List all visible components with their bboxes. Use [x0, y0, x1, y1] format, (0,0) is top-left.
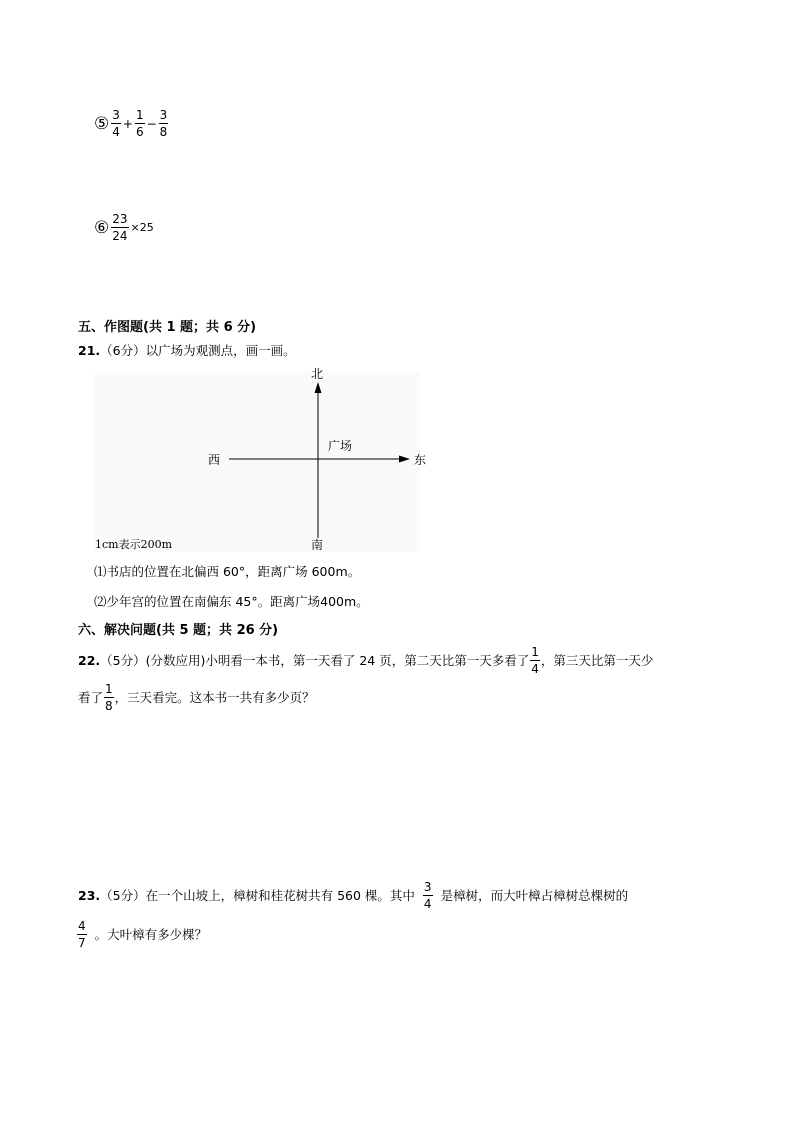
question-23-line2	[76, 919, 207, 950]
sub-question-2: ⑵少年宫的位置在南偏东 45°。距离广场400m。	[94, 594, 369, 609]
question-number: 22.	[78, 652, 101, 668]
fraction: $\frac{1}{6}$	[135, 108, 144, 139]
sub-question-1: ⑴书店的位置在北偏西 60°，距离广场 600m。	[94, 564, 361, 579]
scale-note: 1cm表示200m	[95, 538, 173, 551]
question-text: （5分）在一个山坡上，樟树和桂花树共有 560 棵。其中	[100, 887, 415, 903]
compass-diagram	[95, 362, 427, 554]
fraction: $\frac{23}{24}$	[112, 212, 128, 243]
calc-item-5	[94, 108, 169, 139]
label-north: 北	[311, 367, 324, 381]
item-marker: ⑤	[94, 113, 110, 134]
operator: +	[122, 116, 133, 131]
label-east: 东	[414, 453, 427, 467]
section-heading: 六、解决问题(共 5 题；共 26 分)	[78, 623, 279, 638]
question-text: 是樟树，而大叶樟占樟树总棵树的	[440, 887, 629, 903]
label-west: 西	[208, 453, 221, 467]
diagram-background	[95, 372, 420, 552]
question-text: ，三天看完。这本书一共有多少页？	[114, 689, 315, 705]
fraction: $\frac{1}{4}$	[531, 645, 539, 676]
label-south: 南	[311, 538, 324, 552]
item-marker: ⑥	[94, 217, 110, 238]
multiplier: ×25	[130, 221, 154, 234]
fraction: $\frac{4}{7}$	[78, 919, 86, 950]
label-plaza: 广场	[328, 439, 353, 453]
fraction: $\frac{3}{8}$	[159, 108, 168, 139]
question-text: 看了	[78, 689, 104, 705]
fraction: $\frac{1}{8}$	[105, 682, 113, 713]
fraction: $\frac{3}{4}$	[112, 108, 120, 139]
question-23	[78, 880, 628, 911]
compass-axes	[95, 362, 420, 554]
operator: −	[146, 116, 157, 131]
question-text: （5分）(分数应用)小明看一本书，第一天看了 24 页，第二天比第一天多看了	[100, 652, 530, 668]
question-text: ，第三天比第一天少	[540, 652, 654, 668]
question-number: 21.	[78, 343, 101, 358]
question-21	[78, 341, 296, 361]
question-number: 23.	[78, 887, 101, 903]
question-22	[78, 645, 653, 676]
fraction: $\frac{3}{4}$	[423, 880, 432, 911]
question-text: 。大叶樟有多少棵？	[94, 926, 208, 942]
calc-item-6	[94, 212, 155, 243]
question-text: （6分）以广场为观测点，画一画。	[100, 343, 296, 358]
question-22-line2	[78, 682, 315, 713]
section-heading: 五、作图题(共 1 题；共 6 分)	[78, 320, 257, 335]
